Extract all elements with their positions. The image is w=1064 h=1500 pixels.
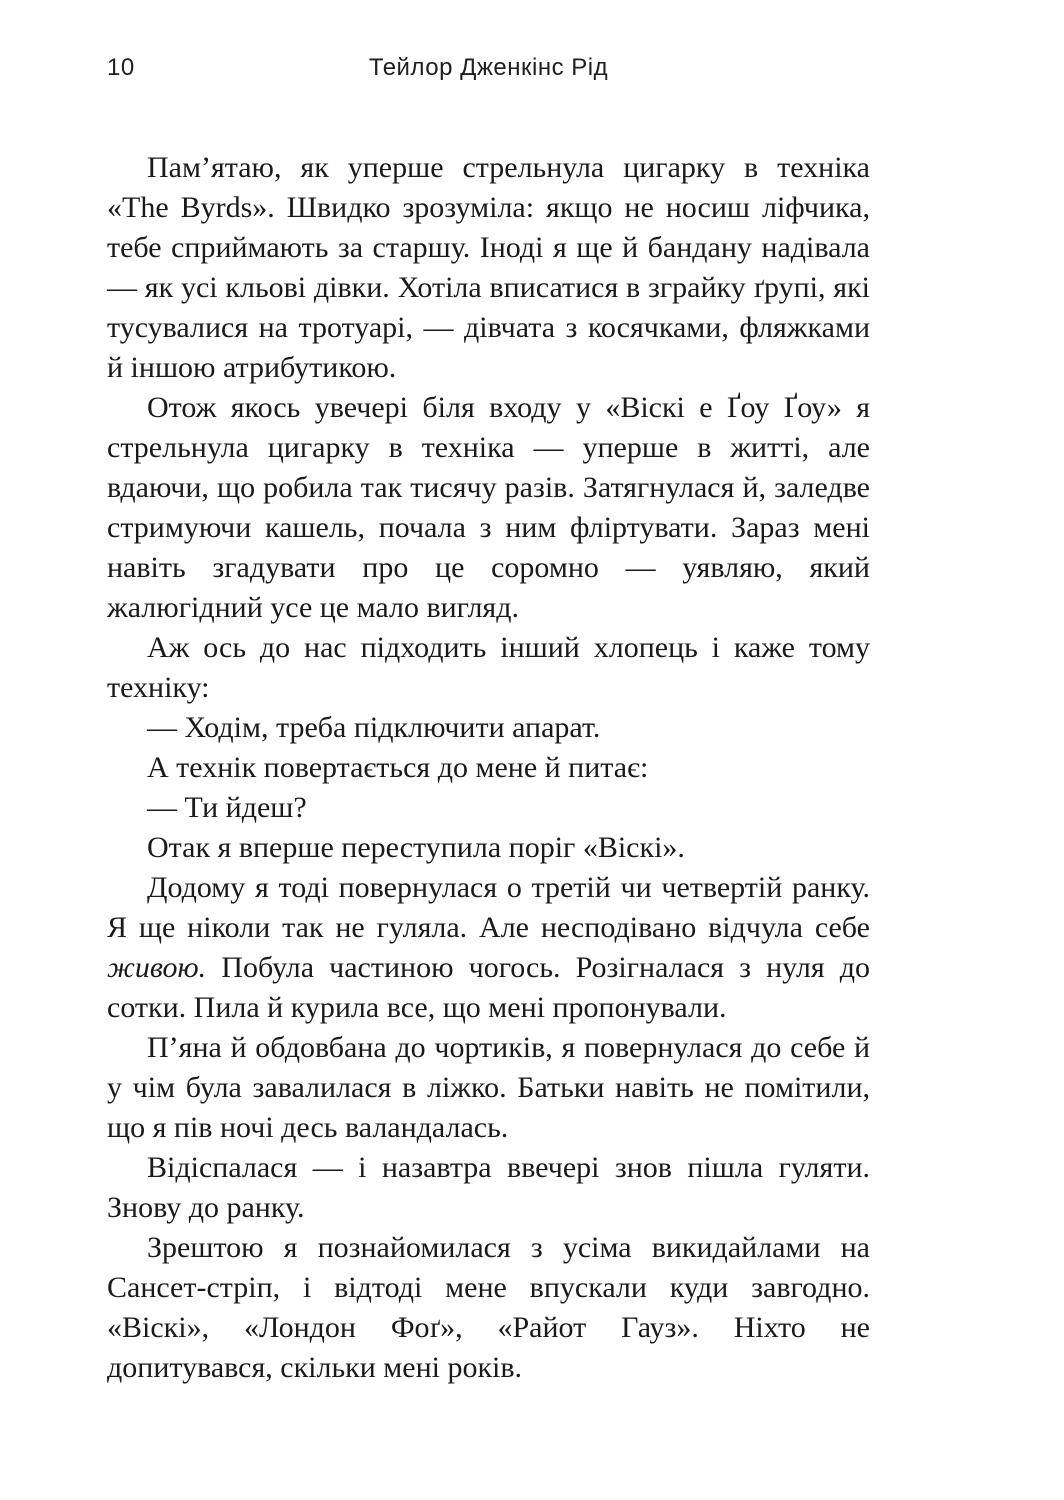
paragraph: [107, 1028, 870, 1148]
page-number: 10: [107, 54, 135, 81]
paragraph: [107, 868, 870, 1028]
paragraph-text: А технік повертається до мене й питає:: [147, 751, 649, 784]
paragraph: [107, 388, 870, 628]
paragraph: [107, 628, 870, 708]
paragraph: [107, 1228, 870, 1388]
paragraph: [107, 1148, 870, 1228]
body-text: [107, 148, 870, 1388]
paragraph: [107, 748, 870, 788]
paragraph-text: — Ходім, треба підключити апарат.: [147, 711, 601, 744]
paragraph: [107, 828, 870, 868]
paragraph-text: Отак я вперше переступила поріг «Віскі».: [147, 831, 685, 864]
paragraph-text: П’яна й обдовбана до чортиків, я повернулася до себе й у чім була завалилася в ліжко. Батьки навіть не помітили, що я пів ночі десь валандалась.: [107, 1031, 870, 1144]
running-header-title: Тейлор Дженкінс Рід: [368, 54, 609, 81]
paragraph-text: Пам’ятаю, як уперше стрельнула цигарку в техніка «The Byrds». Швидко зрозуміла: якщо не носиш ліфчика, тебе сприймають за старшу. Іноді я ще й бандану надівала — як усі кльові дівки. Хотіла вписатися в зграйку ґрупі, які тусувалися на тротуарі, — дівчата з косячками, фляжками й іншою атрибутикою.: [107, 151, 870, 384]
page-header: [107, 54, 870, 84]
paragraph-text: Зрештою я познайомилася з усіма викидайлами на Сансет-стріп, і відтоді мене впускали куди завгодно. «Віскі», «Лондон Фоґ», «Райот Гауз». Ніхто не допитувався, скільки мені років.: [107, 1231, 870, 1384]
paragraph-text: Аж ось до нас підходить інший хлопець і каже тому техніку:: [107, 631, 870, 704]
paragraph-text: Додому я тоді повернулася о третій чи четвертій ранку. Я ще ніколи так не гуляла. Але несподівано відчула себе: [107, 871, 870, 944]
paragraph-text: Побула частиною чогось. Розігналася з нуля до сотки. Пила й курила все, що мені пропонували.: [107, 951, 870, 1024]
paragraph: [107, 788, 870, 828]
paragraph-text: — Ти йдеш?: [147, 791, 307, 824]
paragraph: [107, 148, 870, 388]
paragraph-text: Відіспалася — і назавтра ввечері знов пішла гуляти. Знову до ранку.: [107, 1151, 870, 1224]
paragraph-text: Отож якось увечері біля входу у «Віскі е Ґоу Ґоу» я стрельнула цигарку в техніка — уперше в житті, але вдаючи, що робила так тисячу разів. Затягнулася й, заледве стримуючи кашель, почала з ним фліртувати. Зараз мені навіть згадувати про це соромно — уявляю, який жалюгідний усе це мало вигляд.: [107, 391, 870, 624]
paragraph-text-italic: живою.: [107, 951, 207, 984]
paragraph: [107, 708, 870, 748]
